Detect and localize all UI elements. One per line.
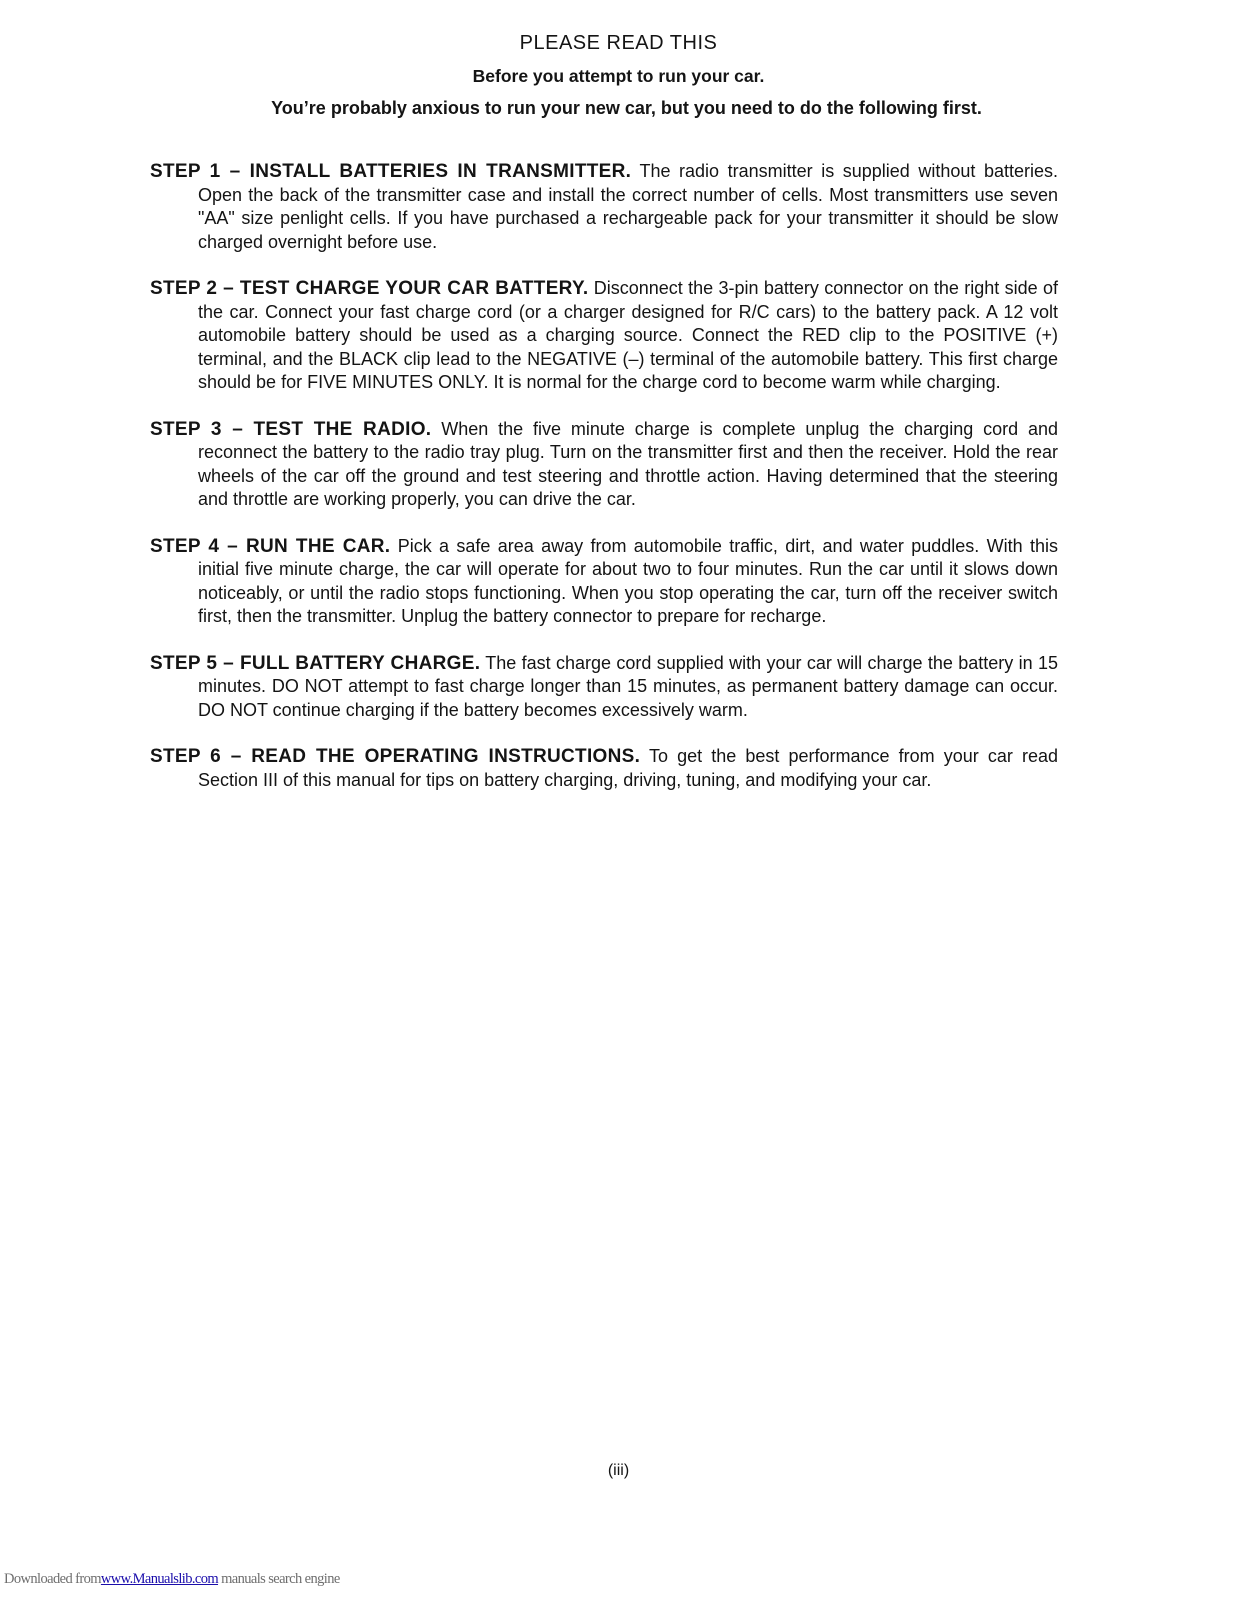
step-2 <box>150 277 1058 395</box>
step-1-text: The radio transmitter is supplied without batteries. Open the back of the transmitter case and install the correct number of cells. Most transmitters use seven "AA" size penlight cells. If you have purchased a rechargeable pack for your transmitter it should be slow charged overnight before use. <box>198 161 1059 252</box>
step-3-text: When the five minute charge is complete unplug the charging cord and reconnect the battery to the radio tray plug. Turn on the transmitter first and then the receiver. Hold the rear wheels of the car off the ground and test steering and throttle action. Having determined that the steering and throttle are working properly, you can drive the car. <box>198 418 1058 509</box>
manualslib-link[interactable]: www.Manualslib.com <box>100 1571 219 1587</box>
step-2-text: Disconnect the 3-pin battery connector on the right side of the car. Connect your fast charge cord (or a charger designed for R/C cars) to the battery pack. A 12 volt automobile battery should be used as a charging source. Connect the RED clip to the POSITIVE (+) terminal, and the BLACK clip lead to the NEGATIVE (–) terminal of the automobile battery. This first charge should be for FIVE MINUTES ONLY. It is normal for the charge cord to become warm while charging. <box>198 278 1058 392</box>
step-5-text: The fast charge cord supplied with your car will charge the battery in 15 minutes. DO NOT attempt to fast charge longer than 15 minutes, as permanent battery damage can occur. DO NOT continue charging if the battery becomes excessively warm. <box>198 652 1058 720</box>
step-2-heading: STEP 2 – TEST CHARGE YOUR CAR BATTERY. <box>150 278 589 299</box>
download-footer <box>4 1571 340 1588</box>
step-5 <box>150 652 1058 723</box>
page-subtitle: Before you attempt to run your car. <box>472 66 765 86</box>
step-4-heading: STEP 4 – RUN THE CAR. <box>150 535 391 557</box>
step-3-heading: STEP 3 – TEST THE RADIO. <box>150 418 432 440</box>
step-1-heading: STEP 1 – INSTALL BATTERIES IN TRANSMITTER. <box>150 161 632 182</box>
step-3 <box>150 418 1058 512</box>
step-6 <box>150 745 1058 792</box>
step-4 <box>150 535 1058 629</box>
steps-list <box>150 142 1058 815</box>
page-number: (iii) <box>607 1462 630 1479</box>
footer-suffix: manuals search engine <box>218 1571 340 1587</box>
intro-text: You’re probably anxious to run your new car, but you need to do the following first. <box>271 98 982 118</box>
page-title: PLEASE READ THIS <box>519 32 718 54</box>
step-5-heading: STEP 5 – FULL BATTERY CHARGE. <box>150 652 481 674</box>
footer-prefix: Downloaded from <box>4 1571 101 1587</box>
step-4-text: Pick a safe area away from automobile traffic, dirt, and water puddles. With this initial five minute charge, the car will operate for about two to four minutes. Run the car until it slows down noticeably, or until the radio stops functioning. When you stop operating the car, turn off the receiver switch first, then the transmitter. Unplug the battery connector to prepare for recharge. <box>198 535 1058 626</box>
step-6-text: To get the best performance from your car read Section III of this manual for tips on battery charging, driving, tuning, and modifying your car. <box>198 746 1058 790</box>
step-6-heading: STEP 6 – READ THE OPERATING INSTRUCTIONS. <box>150 746 641 767</box>
step-1 <box>150 160 1058 254</box>
